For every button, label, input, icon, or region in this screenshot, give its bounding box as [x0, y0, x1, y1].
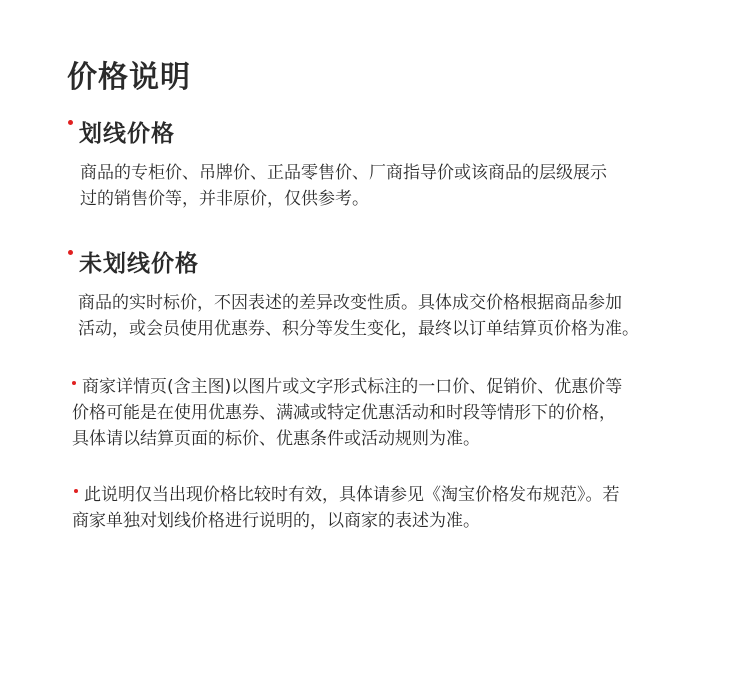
section-heading-label: 未划线价格	[79, 251, 199, 277]
bullet-icon	[68, 120, 73, 125]
section-heading-label: 划线价格	[79, 121, 175, 147]
section-paragraph-line: 商品的实时标价，不因表述的差异改变性质。具体成交价格根据商品参加	[78, 293, 622, 313]
section-heading-strikethrough-price	[68, 115, 175, 148]
note-paragraph-line	[72, 376, 622, 398]
note-paragraph-line: 价格可能是在使用优惠券、满减或特定优惠活动和时段等情形下的价格，	[72, 403, 616, 423]
bullet-icon	[68, 250, 73, 255]
note-line-text: 此说明仅当出现价格比较时有效，具体请参见《淘宝价格发布规范》。若	[84, 485, 620, 505]
note-line-text: 商家详情页(含主图)以图片或文字形式标注的一口价、促销价、优惠价等	[82, 377, 623, 397]
note-paragraph-line: 商家单独对划线价格进行说明的，以商家的表述为准。	[72, 511, 480, 531]
section-paragraph-line: 商品的专柜价、吊牌价、正品零售价、厂商指导价或该商品的层级展示	[80, 163, 607, 183]
section-paragraph-line: 活动，或会员使用优惠券、积分等发生变化，最终以订单结算页价格为准。	[78, 319, 639, 339]
page-title: 价格说明	[67, 60, 191, 95]
section-paragraph-line: 过的销售价等，并非原价，仅供参考。	[80, 189, 369, 209]
section-heading-non-strikethrough-price	[68, 245, 199, 278]
bullet-icon	[74, 489, 78, 493]
note-paragraph-line: 具体请以结算页面的标价、优惠条件或活动规则为准。	[72, 429, 480, 449]
note-paragraph-line	[74, 484, 620, 506]
bullet-icon	[72, 381, 76, 385]
